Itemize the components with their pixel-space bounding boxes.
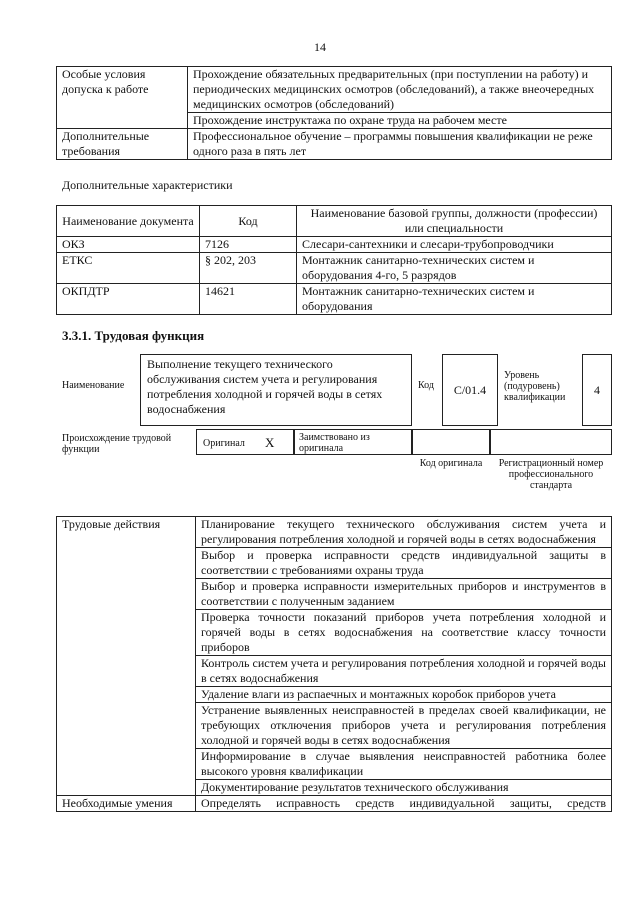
group-cell: Монтажник санитарно-технических систем и оборудования 4-го, 5 разрядов xyxy=(297,253,612,284)
action-item: Выбор и проверка исправности измерительных приборов и инструментов в соответствии с полученным заданием xyxy=(196,579,612,610)
condition-medical: Прохождение обязательных предварительных (при поступлении на работу) и периодических медицинских осмотров (обследований), а также внеочередных медицинских осмотров (обследований) xyxy=(188,67,612,113)
code-cell: 14621 xyxy=(200,284,297,315)
special-conditions-label: Особые условия допуска к работе xyxy=(57,67,188,129)
code-original-label: Код оригинала xyxy=(419,458,483,469)
additional-requirements-label: Дополнительные требования xyxy=(57,129,188,160)
doc-cell: ЕТКС xyxy=(57,253,200,284)
action-item: Контроль систем учета и регулирования потребления холодной и горячей воды в сетях водоснабжения xyxy=(196,656,612,687)
action-item: Планирование текущего технического обслуживания систем учета и регулирования потребления холодной и горячей воды в сетях водоснабжения xyxy=(196,517,612,548)
section-title: 3.3.1. Трудовая функция xyxy=(62,328,205,343)
action-item: Информирование в случае выявления неисправностей работника более высокого уровня квалификации xyxy=(196,749,612,780)
skill-item: Определять исправность средств индивидуальной защиты, средств xyxy=(196,796,612,812)
actions-table xyxy=(56,516,612,812)
actions-label: Трудовые действия xyxy=(57,517,196,796)
doc-cell: ОКЗ xyxy=(57,237,200,253)
level-label: Уровень (подуровень) квалификации xyxy=(504,370,566,403)
condition-instruction: Прохождение инструктажа по охране труда на рабочем месте xyxy=(188,113,612,129)
additional-requirements-value: Профессиональное обучение – программы повышения квалификации не реже одного раза в пять лет xyxy=(188,129,612,160)
table-row xyxy=(57,284,612,315)
origin-label: Происхождение трудовой функции xyxy=(62,433,172,455)
skills-label: Необходимые умения xyxy=(57,796,196,812)
action-item: Документирование результатов технического обслуживания xyxy=(196,780,612,796)
action-item: Проверка точности показаний приборов учета потребления холодной и горячей воды в сетях водоснабжения на соответствие классу точности приборов xyxy=(196,610,612,656)
action-item: Удаление влаги из распаечных и монтажных коробок приборов учета xyxy=(196,687,612,703)
borrowed-label: Заимствовано из оригинала xyxy=(294,429,412,455)
function-code-box: C/01.4 xyxy=(442,354,498,426)
qualification-level-box: 4 xyxy=(582,354,612,426)
col-doc-name: Наименование документа xyxy=(57,206,200,237)
additional-characteristics-title: Дополнительные характеристики xyxy=(62,178,233,192)
table-row xyxy=(57,237,612,253)
code-cell: 7126 xyxy=(200,237,297,253)
group-cell: Слесари-сантехники и слесари-трубопроводчики xyxy=(297,237,612,253)
reg-number-cell xyxy=(490,429,612,455)
conditions-table xyxy=(56,66,612,160)
group-cell: Монтажник санитарно-технических систем и оборудования xyxy=(297,284,612,315)
reg-number-label: Регистрационный номер профессионального стандарта xyxy=(498,458,604,491)
action-item: Выбор и проверка исправности средств индивидуальной защиты в соответствии с требованиями охраны труда xyxy=(196,548,612,579)
function-name-box: Выполнение текущего технического обслуживания систем учета и регулирования потребления холодной и горячей воды в сетях водоснабжения xyxy=(140,354,412,426)
code-label: Код xyxy=(418,380,434,391)
page-number: 14 xyxy=(314,40,326,54)
original-mark: X xyxy=(265,435,275,450)
col-code: Код xyxy=(200,206,297,237)
doc-cell: ОКПДТР xyxy=(57,284,200,315)
name-label: Наименование xyxy=(62,380,125,391)
code-cell: § 202, 203 xyxy=(200,253,297,284)
characteristics-table xyxy=(56,205,612,315)
original-label: Оригинал xyxy=(203,438,245,449)
code-original-cell xyxy=(412,429,490,455)
action-item: Устранение выявленных неисправностей в пределах своей квалификации, не требующих отключения приборов учета и регулирования потребления холодной и горячей воды в сетях водоснабжения xyxy=(196,703,612,749)
table-row xyxy=(57,253,612,284)
col-group-name: Наименование базовой группы, должности (профессии) или специальности xyxy=(297,206,612,237)
original-cell xyxy=(196,429,294,455)
